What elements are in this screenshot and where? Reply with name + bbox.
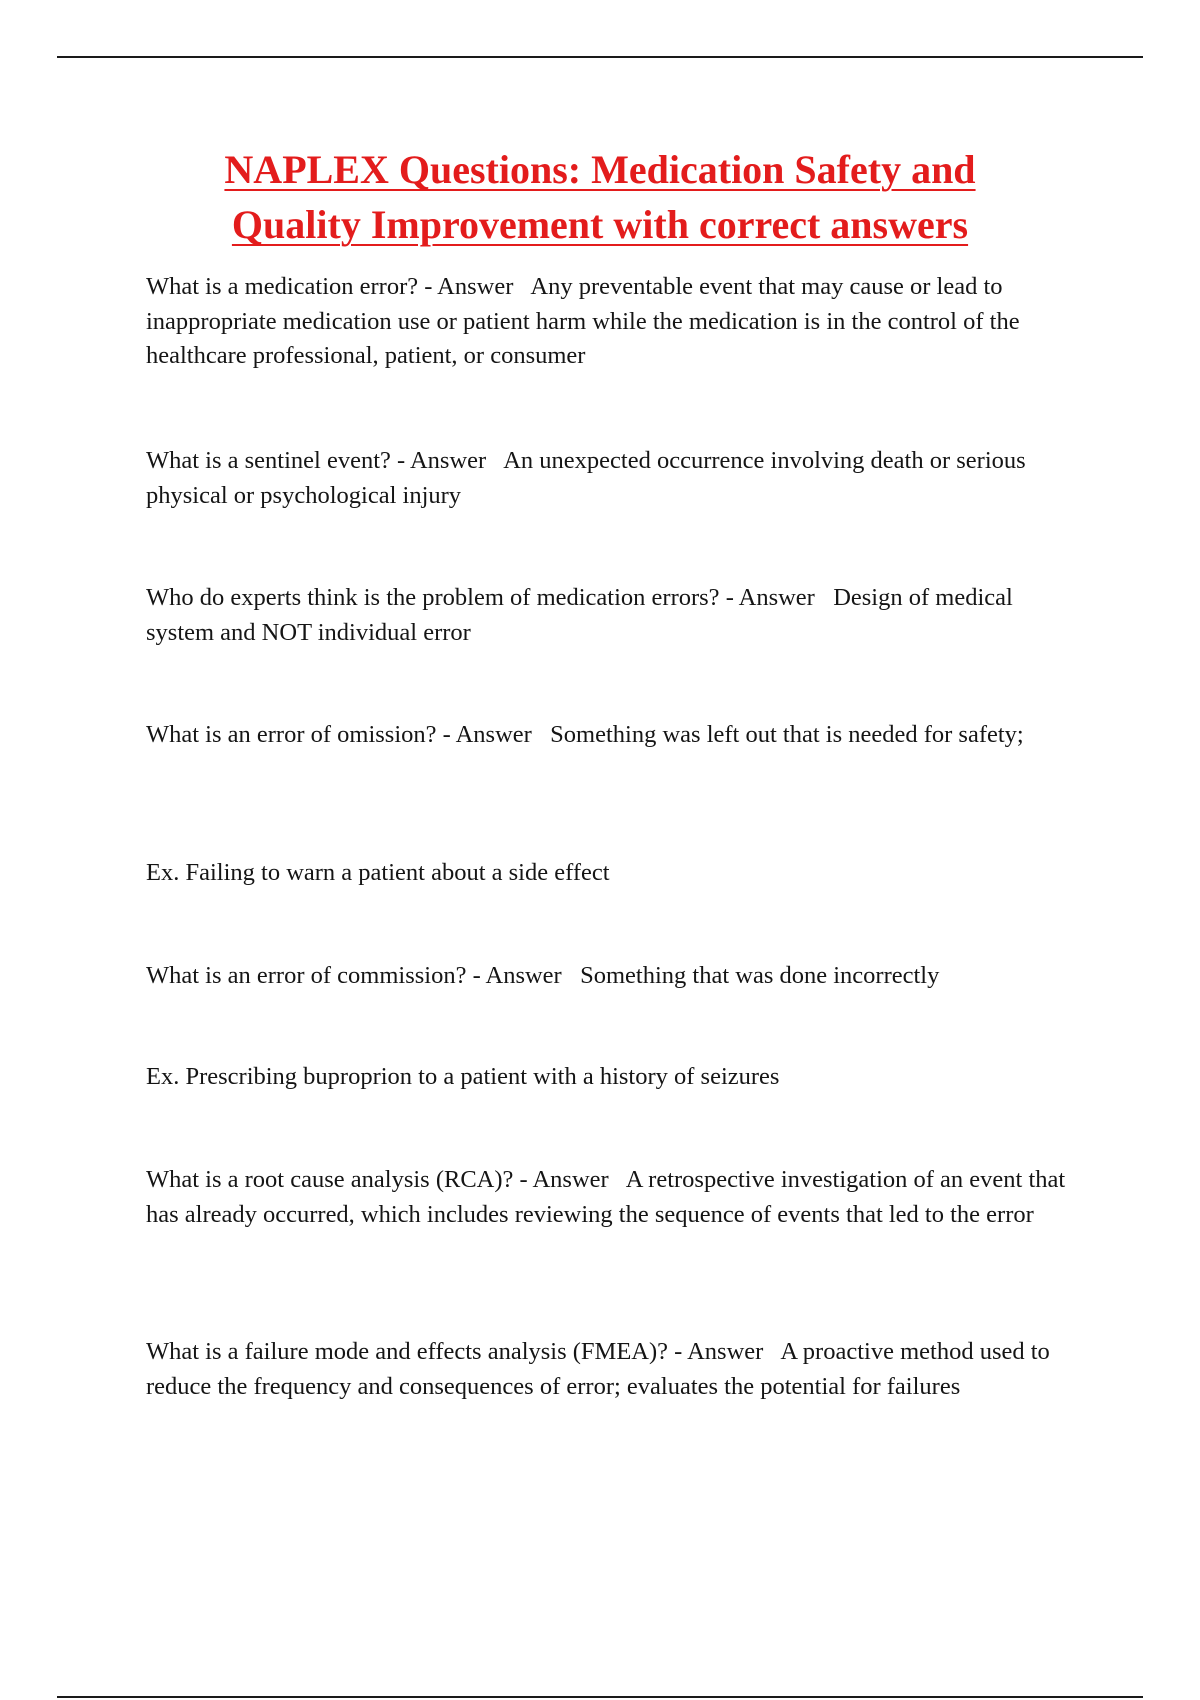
question-text: What is a root cause analysis (RCA)? xyxy=(146,1166,514,1193)
example-text: Ex. Prescribing buproprion to a patient with a history of seizures xyxy=(146,1063,780,1090)
answer-label: - Answer xyxy=(719,584,815,611)
qa-item xyxy=(146,959,1086,994)
answer-label: - Answer xyxy=(418,273,514,300)
answer-text: Something was left out that is needed for safety; xyxy=(550,721,1024,748)
qa-item xyxy=(146,1163,1086,1232)
question-text: What is an error of omission? xyxy=(146,721,437,748)
answer-text: A retrospective investigation of an event that has already occurred, which includes reviewing the sequence of events that led to the error xyxy=(146,1166,1066,1228)
example-item xyxy=(146,1060,1086,1095)
question-text: What is a medication error? xyxy=(146,273,419,300)
answer-text: An unexpected occurrence involving death or serious physical or psychological injury xyxy=(146,447,1026,509)
answer-text: Any preventable event that may cause or lead to inappropriate medication use or patient harm while the medication is in the control of the healthcare professional, patient, or consumer xyxy=(146,273,1020,369)
question-text: What is a failure mode and effects analysis (FMEA)? xyxy=(146,1338,669,1365)
title-line-1: NAPLEX Questions: Medication Safety and xyxy=(224,147,976,192)
qa-item xyxy=(146,270,1086,374)
qa-item xyxy=(146,718,1086,753)
example-item xyxy=(146,856,1086,891)
qa-item xyxy=(146,581,1086,650)
answer-label: - Answer xyxy=(513,1166,609,1193)
answer-text: Design of medical system and NOT individual error xyxy=(146,584,1013,646)
qa-item xyxy=(146,444,1086,513)
title-line-2: Quality Improvement with correct answers xyxy=(231,202,969,247)
answer-text: Something that was done incorrectly xyxy=(580,962,940,989)
qa-item xyxy=(146,1335,1086,1404)
top-divider xyxy=(57,56,1143,58)
answer-label: - Answer xyxy=(466,962,562,989)
example-text: Ex. Failing to warn a patient about a side effect xyxy=(146,859,610,886)
question-text: What is a sentinel event? xyxy=(146,447,391,474)
answer-label: - Answer xyxy=(390,447,487,474)
answer-text: A proactive method used to reduce the frequency and consequences of error; evaluates the potential for failures xyxy=(146,1338,1050,1400)
answer-label: - Answer xyxy=(436,721,532,748)
bottom-divider xyxy=(57,1696,1143,1698)
page-title xyxy=(100,142,1100,252)
answer-label: - Answer xyxy=(668,1338,764,1365)
question-text: What is an error of commission? xyxy=(146,962,467,989)
question-text: Who do experts think is the problem of medication errors? xyxy=(146,584,720,611)
